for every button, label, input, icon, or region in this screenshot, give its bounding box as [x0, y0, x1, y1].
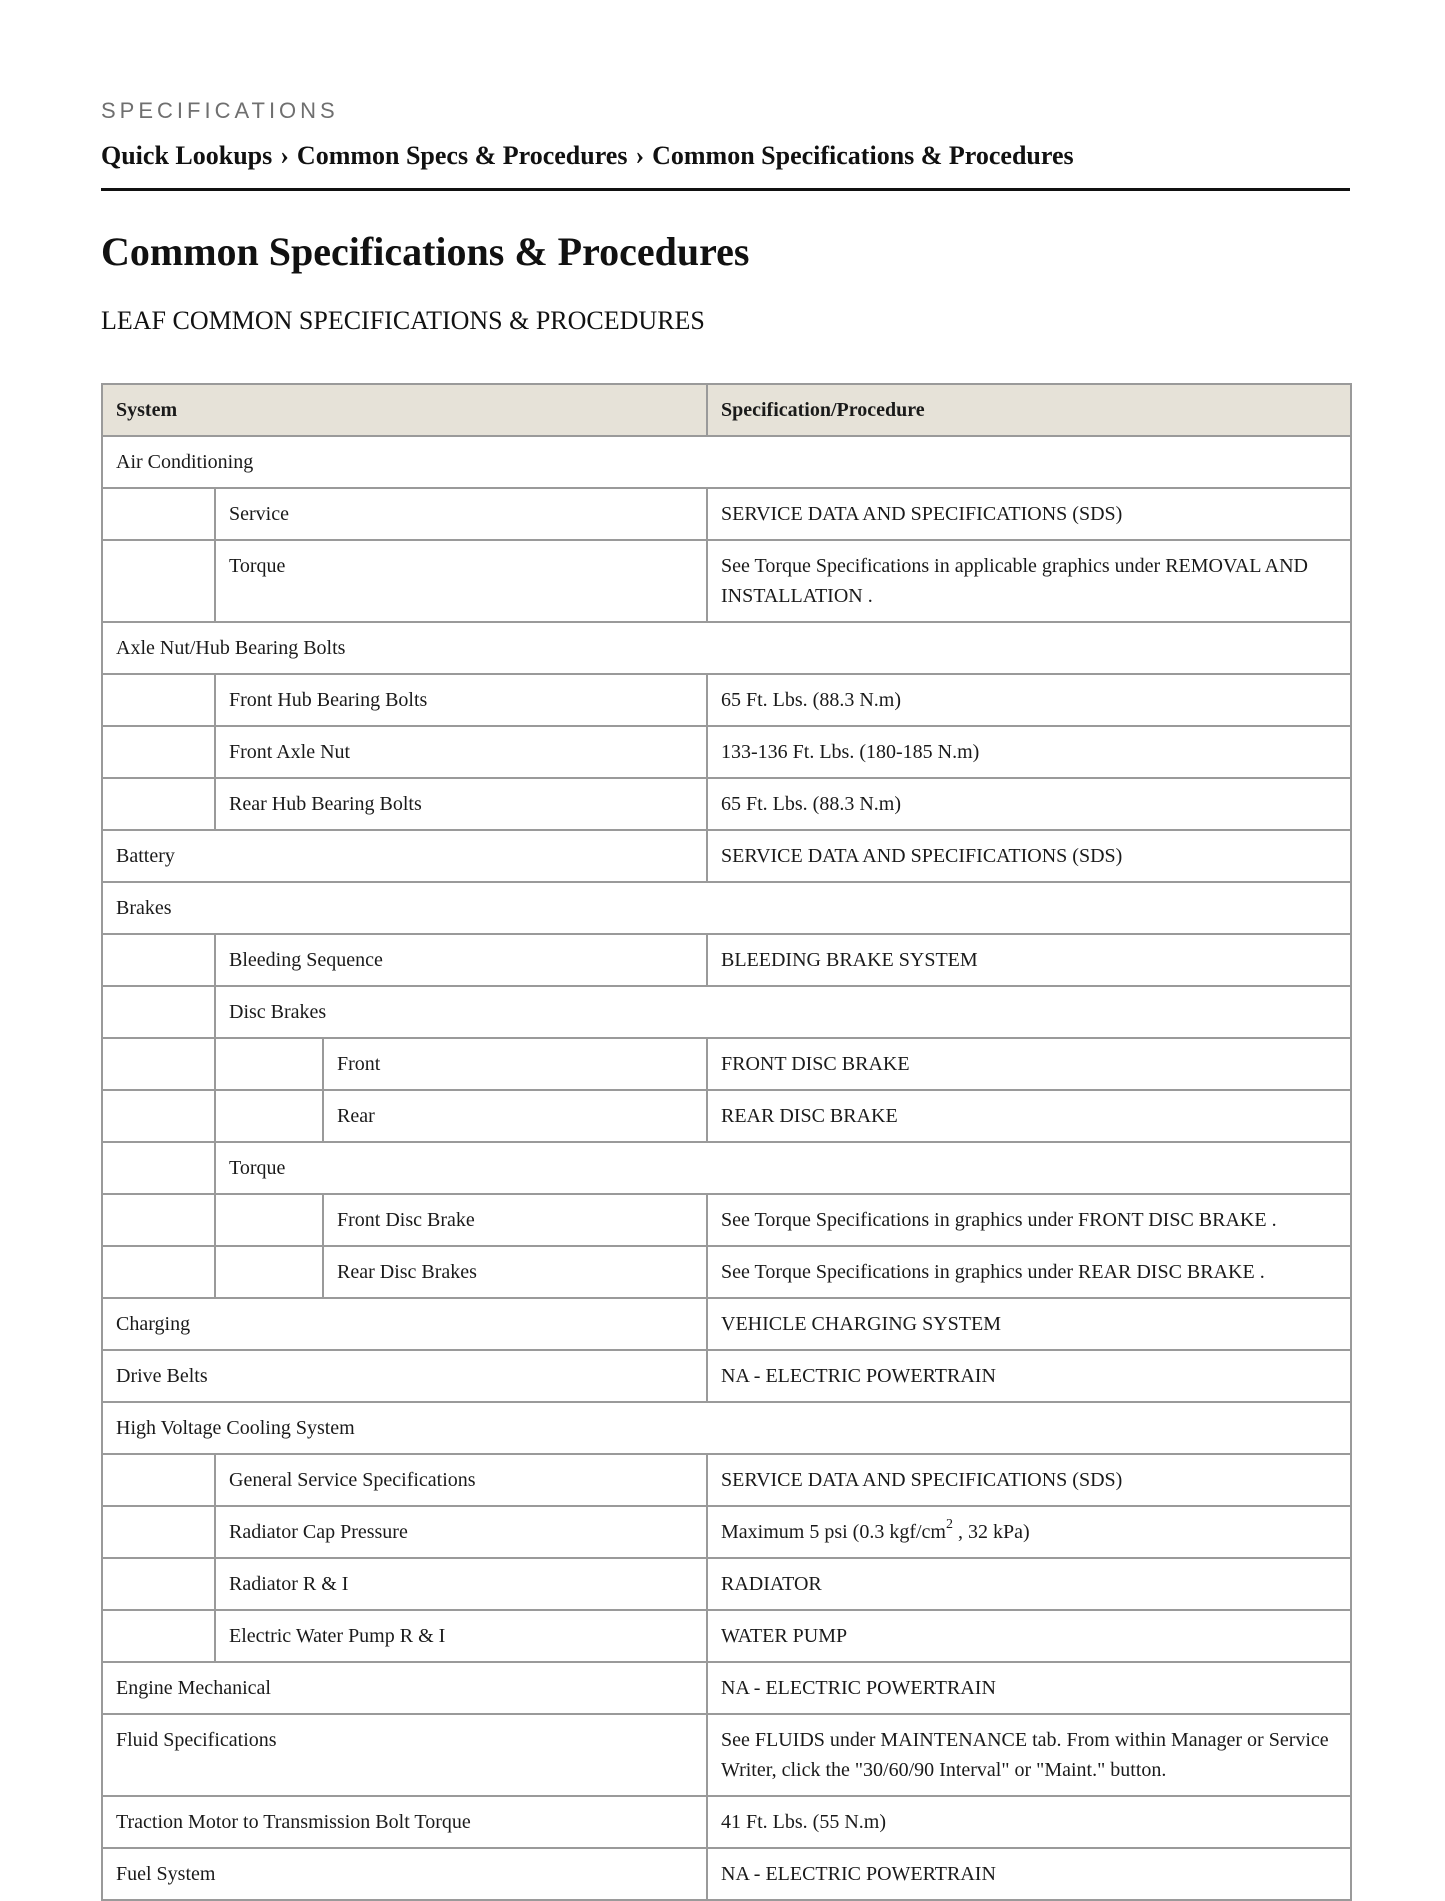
spec-cell	[707, 1506, 1351, 1558]
document-page	[101, 96, 1351, 1901]
indent-cell	[102, 540, 215, 622]
indent-cell	[102, 1558, 215, 1610]
indent-cell	[102, 778, 215, 830]
system-cell: High Voltage Cooling System	[102, 1402, 1351, 1454]
table-group-row	[102, 436, 1351, 488]
system-cell: Radiator R & I	[215, 1558, 707, 1610]
table-row	[102, 726, 1351, 778]
breadcrumb	[101, 138, 1351, 174]
table-group-row	[102, 1402, 1351, 1454]
breadcrumb-separator: ›	[635, 141, 645, 170]
indent-cell	[102, 1038, 215, 1090]
system-cell: Bleeding Sequence	[215, 934, 707, 986]
indent-cell	[102, 726, 215, 778]
system-cell: Rear Disc Brakes	[323, 1246, 707, 1298]
section-label: SPECIFICATIONS	[101, 98, 339, 123]
table-group-row	[102, 882, 1351, 934]
system-cell: Fluid Specifications	[102, 1714, 707, 1796]
table-row	[102, 1038, 1351, 1090]
table-row	[102, 1610, 1351, 1662]
system-cell: Service	[215, 488, 707, 540]
spec-cell: VEHICLE CHARGING SYSTEM	[707, 1298, 1351, 1350]
table-row	[102, 778, 1351, 830]
table-row	[102, 1454, 1351, 1506]
table-row	[102, 1090, 1351, 1142]
table-row	[102, 1796, 1351, 1848]
system-cell: Torque	[215, 1142, 1351, 1194]
spec-text-continued: , 32 kPa)	[952, 1521, 1030, 1543]
table-group-row	[102, 622, 1351, 674]
indent-cell	[102, 1090, 215, 1142]
breadcrumb-item-quick-lookups[interactable]: Quick Lookups	[101, 141, 273, 170]
system-cell: Drive Belts	[102, 1350, 707, 1402]
system-cell: Traction Motor to Transmission Bolt Torque	[102, 1796, 707, 1848]
table-body	[102, 436, 1351, 1900]
spec-cell: BLEEDING BRAKE SYSTEM	[707, 934, 1351, 986]
table-row	[102, 1246, 1351, 1298]
breadcrumb-item-current: Common Specifications & Procedures	[652, 141, 1074, 170]
table-group-row	[102, 1142, 1351, 1194]
table-group-row	[102, 986, 1351, 1038]
column-header-system: System	[102, 384, 707, 436]
system-cell: Electric Water Pump R & I	[215, 1610, 707, 1662]
spec-cell: REAR DISC BRAKE	[707, 1090, 1351, 1142]
indent-cell	[102, 1246, 215, 1298]
spec-cell: See Torque Specifications in graphics under REAR DISC BRAKE .	[707, 1246, 1351, 1298]
breadcrumb-item-common-specs[interactable]: Common Specs & Procedures	[296, 141, 628, 170]
spec-cell: See FLUIDS under MAINTENANCE tab. From within Manager or Service Writer, click the "30/60/90 Interval" or "Maint." button.	[707, 1714, 1351, 1796]
column-header-spec: Specification/Procedure	[707, 384, 1351, 436]
indent-cell	[102, 934, 215, 986]
system-cell: Front Hub Bearing Bolts	[215, 674, 707, 726]
system-cell: Battery	[102, 830, 707, 882]
indent-cell	[102, 1454, 215, 1506]
indent-cell	[215, 1246, 323, 1298]
spec-cell: See Torque Specifications in applicable graphics under REMOVAL AND INSTALLATION .	[707, 540, 1351, 622]
system-cell: Engine Mechanical	[102, 1662, 707, 1714]
indent-cell	[215, 1038, 323, 1090]
indent-cell	[102, 1142, 215, 1194]
system-cell: Front Axle Nut	[215, 726, 707, 778]
spec-cell: WATER PUMP	[707, 1610, 1351, 1662]
spec-cell: SERVICE DATA AND SPECIFICATIONS (SDS)	[707, 830, 1351, 882]
indent-cell	[102, 674, 215, 726]
system-cell: Disc Brakes	[215, 986, 1351, 1038]
system-cell: Front Disc Brake	[323, 1194, 707, 1246]
system-cell: Axle Nut/Hub Bearing Bolts	[102, 622, 1351, 674]
page-subtitle: LEAF COMMON SPECIFICATIONS & PROCEDURES	[101, 306, 705, 335]
indent-cell	[102, 986, 215, 1038]
table-row	[102, 674, 1351, 726]
spec-cell: SERVICE DATA AND SPECIFICATIONS (SDS)	[707, 1454, 1351, 1506]
spec-cell: RADIATOR	[707, 1558, 1351, 1610]
spec-cell: See Torque Specifications in graphics under FRONT DISC BRAKE .	[707, 1194, 1351, 1246]
table-row	[102, 1350, 1351, 1402]
table-row	[102, 1194, 1351, 1246]
header-divider	[101, 188, 1350, 191]
breadcrumb-separator: ›	[280, 141, 289, 170]
page-title: Common Specifications & Procedures	[101, 229, 750, 274]
specifications-table	[101, 383, 1352, 1901]
system-cell: Rear Hub Bearing Bolts	[215, 778, 707, 830]
system-cell: Charging	[102, 1298, 707, 1350]
spec-cell: 41 Ft. Lbs. (55 N.m)	[707, 1796, 1351, 1848]
spec-text: Maximum 5 psi (0.3 kgf/cm	[721, 1521, 946, 1543]
spec-cell: SERVICE DATA AND SPECIFICATIONS (SDS)	[707, 488, 1351, 540]
table-row	[102, 1848, 1351, 1900]
table-row	[102, 934, 1351, 986]
table-row	[102, 1714, 1351, 1796]
table-row	[102, 1506, 1351, 1558]
system-cell: Brakes	[102, 882, 1351, 934]
system-cell: Radiator Cap Pressure	[215, 1506, 707, 1558]
table-row	[102, 830, 1351, 882]
spec-cell: FRONT DISC BRAKE	[707, 1038, 1351, 1090]
indent-cell	[215, 1194, 323, 1246]
spec-cell: 65 Ft. Lbs. (88.3 N.m)	[707, 778, 1351, 830]
system-cell: Rear	[323, 1090, 707, 1142]
table-row	[102, 1558, 1351, 1610]
system-cell: Fuel System	[102, 1848, 707, 1900]
spec-cell: 133-136 Ft. Lbs. (180-185 N.m)	[707, 726, 1351, 778]
indent-cell	[102, 488, 215, 540]
indent-cell	[102, 1506, 215, 1558]
spec-superscript: 2	[945, 1517, 953, 1533]
table-row	[102, 1662, 1351, 1714]
table-row	[102, 1298, 1351, 1350]
system-cell: General Service Specifications	[215, 1454, 707, 1506]
indent-cell	[102, 1610, 215, 1662]
spec-cell: 65 Ft. Lbs. (88.3 N.m)	[707, 674, 1351, 726]
system-cell: Air Conditioning	[102, 436, 1351, 488]
spec-cell: NA - ELECTRIC POWERTRAIN	[707, 1848, 1351, 1900]
spec-cell: NA - ELECTRIC POWERTRAIN	[707, 1350, 1351, 1402]
system-cell: Front	[323, 1038, 707, 1090]
table-header-row	[102, 384, 1351, 436]
table-row	[102, 488, 1351, 540]
spec-cell: NA - ELECTRIC POWERTRAIN	[707, 1662, 1351, 1714]
table-row	[102, 540, 1351, 622]
indent-cell	[215, 1090, 323, 1142]
system-cell: Torque	[215, 540, 707, 622]
indent-cell	[102, 1194, 215, 1246]
